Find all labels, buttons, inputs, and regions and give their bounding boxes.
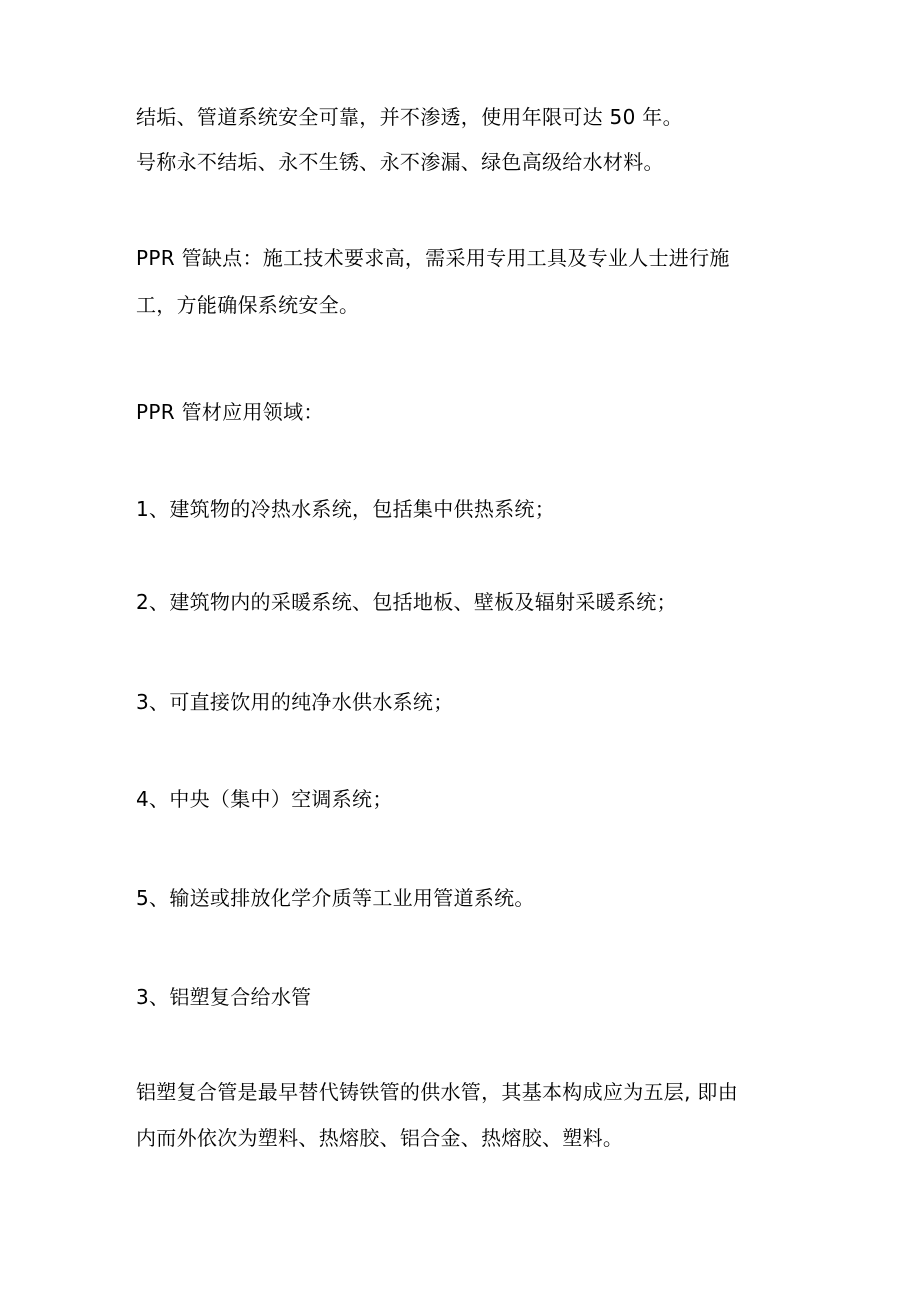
- paragraph-1-line-1: 结垢、管道系统安全可靠，并不渗透，使用年限可达 50 年。: [136, 105, 683, 129]
- paragraph-3-line-1: 铝塑复合管是最早替代铸铁管的供水管，其基本构成应为五层, 即由: [136, 1080, 739, 1104]
- paragraph-1-line-2: 号称永不结垢、永不生锈、永不渗漏、绿色高级给水材料。: [136, 150, 664, 174]
- section-heading: 3、铝塑复合给水管: [136, 985, 312, 1009]
- application-item-3: 3、可直接饮用的纯净水供水系统；: [136, 690, 454, 714]
- paragraph-3-line-2: 内而外依次为塑料、热熔胶、铝合金、热熔胶、塑料。: [136, 1126, 624, 1150]
- application-item-5: 5、输送或排放化学介质等工业用管道系统。: [136, 886, 535, 910]
- application-item-1: 1、建筑物的冷热水系统，包括集中供热系统；: [136, 497, 556, 521]
- application-item-4: 4、中央（集中）空调系统；: [136, 787, 393, 811]
- paragraph-2-line-1: PPR 管缺点：施工技术要求高，需采用专用工具及专业人士进行施: [136, 246, 730, 270]
- applications-heading: PPR 管材应用领域：: [136, 400, 324, 424]
- application-item-2: 2、建筑物内的采暖系统、包括地板、壁板及辐射采暖系统；: [136, 590, 677, 614]
- paragraph-2-line-2: 工，方能确保系统安全。: [136, 293, 360, 317]
